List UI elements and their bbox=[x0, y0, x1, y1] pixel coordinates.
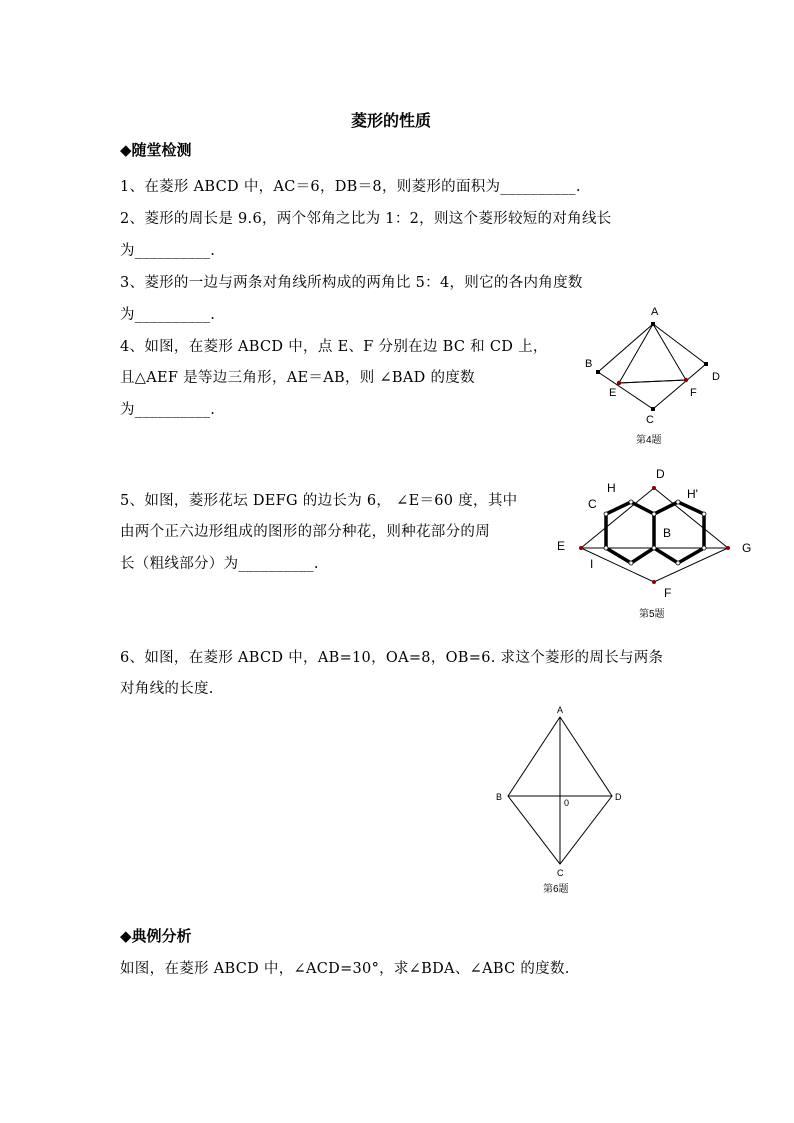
fig5-label-g: G bbox=[742, 541, 752, 555]
figure-6-rhombus bbox=[480, 700, 640, 900]
question-6-line-2: 对角线的长度. bbox=[120, 681, 214, 697]
fig5-label-h-prime: H' bbox=[687, 487, 698, 501]
section-heading-examples: ◆典例分析 bbox=[120, 927, 192, 945]
question-5-line-2: 由两个正六边形组成的图形的部分种花，则种花部分的周 bbox=[120, 524, 490, 540]
fig6-label-d: D bbox=[615, 792, 622, 802]
example-question: 如图，在菱形 ABCD 中，∠ACD=30°，求∠BDA、∠ABC 的度数. bbox=[120, 961, 570, 977]
fig5-label-d: D bbox=[656, 467, 665, 481]
page-title: 菱形的性质 bbox=[351, 111, 432, 130]
question-3-line-2: 为__________. bbox=[120, 307, 216, 323]
fig6-label-c: C bbox=[557, 868, 564, 878]
fig4-label-b: B bbox=[585, 358, 593, 370]
fig6-label-o: 0 bbox=[564, 798, 570, 808]
section-heading-practice: ◆随堂检测 bbox=[120, 141, 192, 159]
question-3-line-1: 3、菱形的一边与两条对角线所构成的两角比 5：4，则它的各内角度数 bbox=[120, 275, 583, 291]
figure-5-flowerbed bbox=[550, 460, 760, 625]
fig4-label-e: E bbox=[609, 387, 617, 399]
fig6-label-a: A bbox=[557, 705, 564, 715]
fig4-label-d: D bbox=[712, 371, 720, 383]
fig5-label-h: H bbox=[607, 481, 616, 495]
question-5-line-3: 长（粗线部分）为__________. bbox=[120, 556, 319, 572]
fig5-label-e: E bbox=[557, 539, 566, 553]
figure-4-rhombus-triangle bbox=[575, 300, 735, 450]
fig5-label-b: B bbox=[663, 526, 672, 540]
fig6-label-b: B bbox=[496, 792, 503, 802]
question-5-line-1: 5、如图，菱形花坛 DEFG 的边长为 6， ∠E＝60 度，其中 bbox=[120, 493, 518, 509]
fig5-label-f: F bbox=[664, 586, 672, 600]
question-2-line-1: 2、菱形的周长是 9.6，两个邻角之比为 1：2，则这个菱形较短的对角线长 bbox=[120, 211, 612, 227]
question-6-line-1: 6、如图，在菱形 ABCD 中，AB=10，OA=8，OB=6. 求这个菱形的周长与两条 bbox=[120, 650, 664, 666]
question-4-line-1: 4、如图，在菱形 ABCD 中，点 E、F 分别在边 BC 和 CD 上， bbox=[120, 339, 548, 355]
question-2-line-2: 为__________. bbox=[120, 243, 216, 259]
fig5-label-i: I bbox=[590, 557, 594, 571]
fig4-label-f: F bbox=[690, 387, 697, 399]
fig5-caption: 第5题 bbox=[639, 609, 665, 620]
fig5-label-c: C bbox=[588, 497, 597, 511]
fig4-label-a: A bbox=[651, 306, 659, 318]
fig4-caption: 第4题 bbox=[636, 435, 662, 446]
fig4-label-c: C bbox=[646, 414, 654, 426]
question-4-line-3: 为__________. bbox=[120, 402, 216, 418]
question-4-line-2: 且△AEF 是等边三角形，AE＝AB，则 ∠BAD 的度数 bbox=[120, 370, 475, 386]
question-1: 1、在菱形 ABCD 中，AC＝6，DB＝8，则菱形的面积为__________. bbox=[120, 179, 581, 195]
fig6-caption: 第6题 bbox=[543, 884, 569, 895]
